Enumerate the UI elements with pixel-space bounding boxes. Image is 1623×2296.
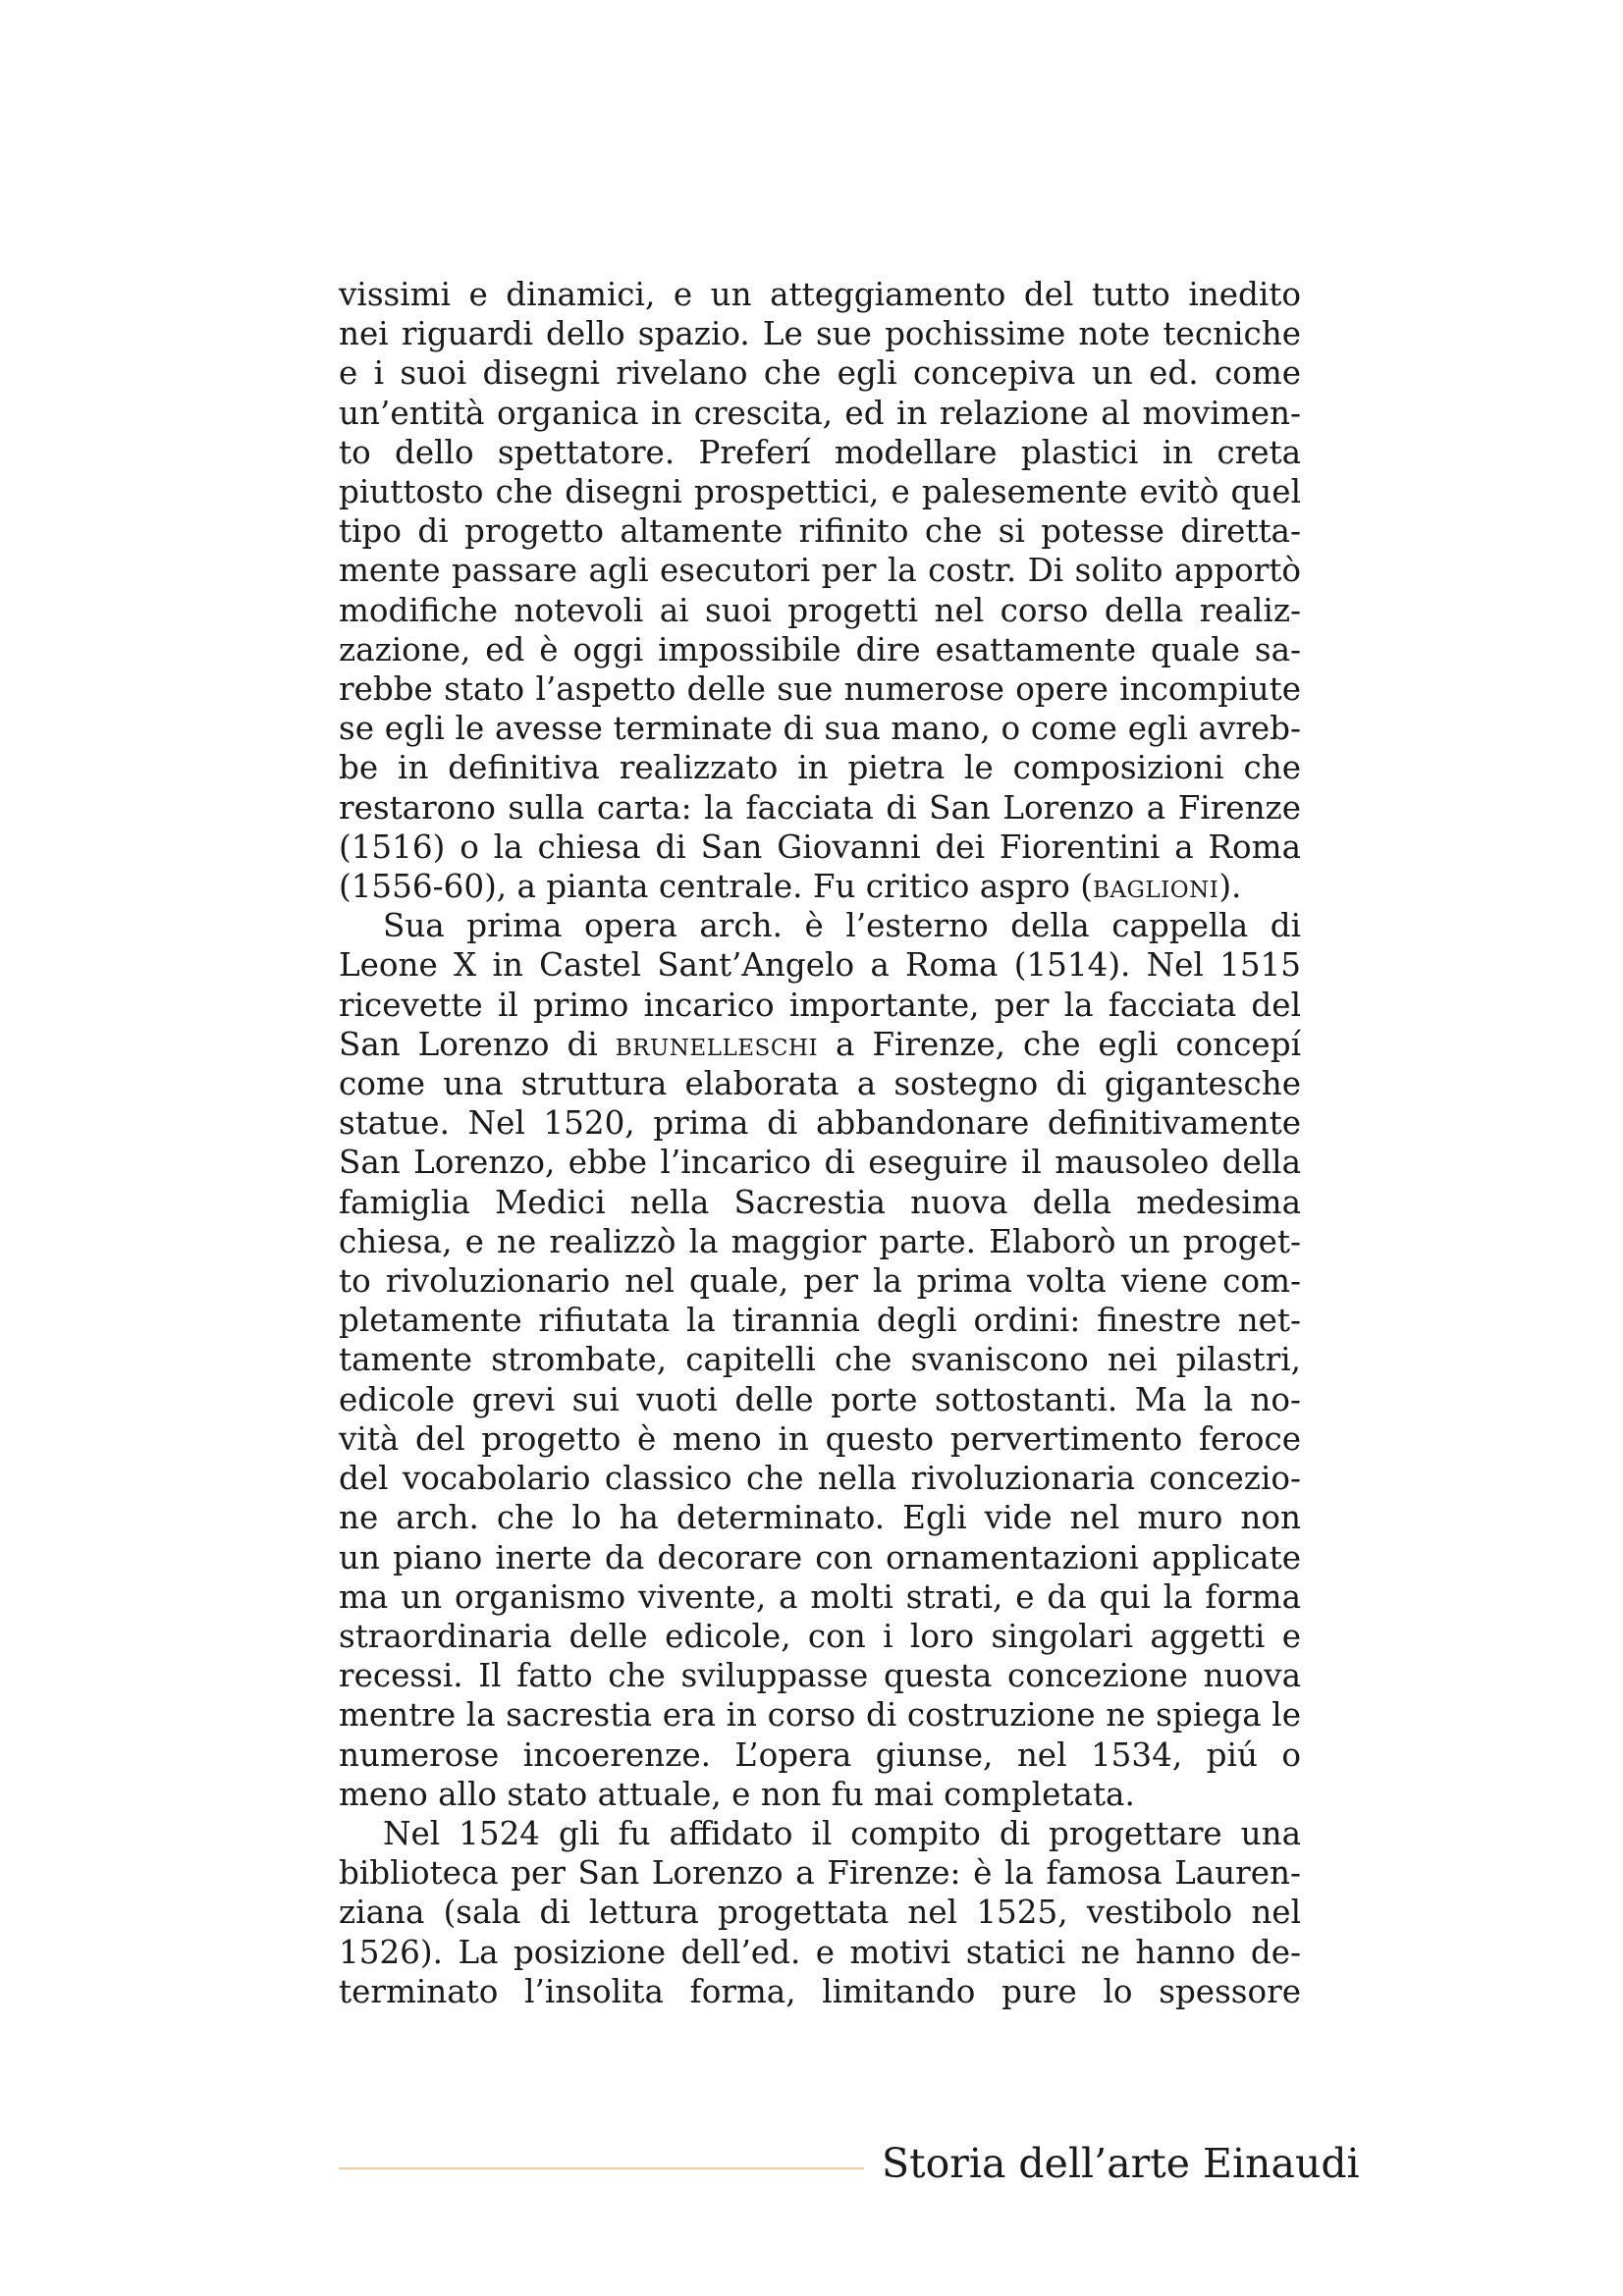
text-line: se egli le avesse terminate di sua mano, o come egli avreb- xyxy=(339,710,1301,748)
text-line: un piano inerte da decorare con ornamentazioni applicate xyxy=(339,1538,1301,1576)
text-line: Leone X in Castel Sant’Angelo a Roma (1514). Nel 1515 xyxy=(339,946,1301,985)
text-fragment: ). xyxy=(1218,868,1242,906)
text-line: be in definitiva realizzato in pietra le composizioni che xyxy=(339,749,1301,787)
text-line: e i suoi disegni rivelano che egli concepiva un ed. come xyxy=(339,354,1301,393)
text-line xyxy=(339,1025,1301,1064)
text-line: un’entità organica in crescita, ed in relazione al movimen- xyxy=(339,394,1301,432)
text-line: ma un organismo vivente, a molti strati, e da qui la forma xyxy=(339,1577,1301,1616)
text-line: edicole grevi sui vuoti delle porte sottostanti. Ma la no- xyxy=(339,1380,1301,1418)
text-line: statue. Nel 1520, prima di abbandonare definitivamente xyxy=(339,1104,1301,1143)
text-line: restarono sulla carta: la facciata di San Lorenzo a Firenze xyxy=(339,788,1301,827)
text-line: tamente strombate, capitelli che svaniscono nei pilastri, xyxy=(339,1341,1301,1379)
text-line: piuttosto che disegni prospettici, e palesemente evitò quel xyxy=(339,473,1301,511)
text-line: vissimi e dinamici, e un atteggiamento del tutto inedito xyxy=(339,276,1301,313)
text-line: numerose incoerenze. L’opera giunse, nel 1534, piú o xyxy=(339,1735,1301,1774)
text-line: ziana (sala di lettura progettata nel 1525, vestibolo nel xyxy=(339,1894,1301,1932)
text-line: San Lorenzo, ebbe l’incarico di eseguire il mausoleo della xyxy=(339,1144,1301,1182)
text-line: to dello spettatore. Preferí modellare plastici in creta xyxy=(339,433,1301,471)
text-line: Nel 1524 gli fu affidato il compito di progettare una xyxy=(383,1814,1301,1852)
text-line: terminato l’insolita forma, limitando pure lo spessore xyxy=(339,1972,1301,2010)
text-line: biblioteca per San Lorenzo a Firenze: è la famosa Lauren- xyxy=(339,1854,1301,1893)
text-line: zazione, ed è oggi impossibile dire esattamente quale sa- xyxy=(339,630,1301,668)
footer-publication-title: Storia dell’arte Einaudi xyxy=(882,2140,1360,2187)
text-line: mentre la sacrestia era in corso di costruzione ne spiega le xyxy=(339,1696,1301,1735)
cross-reference-link[interactable]: brunelleschi xyxy=(615,1025,819,1063)
text-line: straordinaria delle edicole, con i loro singolari aggetti e xyxy=(339,1617,1301,1655)
text-line xyxy=(339,867,1301,906)
cross-reference-link[interactable]: baglioni xyxy=(1093,868,1219,906)
text-line: nei riguardi dello spazio. Le sue pochissime note tecniche xyxy=(339,315,1301,353)
text-line: Sua prima opera arch. è l’esterno della cappella di xyxy=(383,907,1301,945)
text-line: recessi. Il fatto che sviluppasse questa concezione nuova xyxy=(339,1657,1301,1695)
footer-divider xyxy=(339,2167,864,2169)
text-line: del vocabolario classico che nella rivoluzionaria concezio- xyxy=(339,1460,1301,1498)
text-line: modifiche notevoli ai suoi progetti nel corso della realiz- xyxy=(339,591,1301,629)
text-line: famiglia Medici nella Sacrestia nuova della medesima xyxy=(339,1183,1301,1221)
text-line: come una struttura elaborata a sostegno di gigantesche xyxy=(339,1065,1301,1103)
text-line: vità del progetto è meno in questo pervertimento feroce xyxy=(339,1419,1301,1458)
text-line: rebbe stato l’aspetto delle sue numerose opere incompiute xyxy=(339,670,1301,709)
text-line: ricevette il primo incarico importante, per la facciata del xyxy=(339,986,1301,1024)
text-line: chiesa, e ne realizzò la maggior parte. Elaborò un proget- xyxy=(339,1222,1301,1260)
text-line: (1516) o la chiesa di San Giovanni dei Fiorentini a Roma xyxy=(339,828,1301,866)
text-fragment: a Firenze, che egli concepí xyxy=(818,1025,1301,1063)
text-line: pletamente rifiutata la tirannia degli ordini: finestre net- xyxy=(339,1302,1301,1340)
text-fragment: (1556-60), a pianta centrale. Fu critico aspro ( xyxy=(339,868,1093,906)
text-line: ne arch. che lo ha determinato. Egli vide nel muro non xyxy=(339,1499,1301,1537)
text-line: 1526). La posizione dell’ed. e motivi statici ne hanno de- xyxy=(339,1933,1301,1971)
text-fragment: San Lorenzo di xyxy=(339,1025,616,1063)
text-line: meno allo stato attuale, e non fu mai completata. xyxy=(339,1775,1135,1813)
text-line: mente passare agli esecutori per la costr. Di solito apportò xyxy=(339,552,1301,590)
body-text xyxy=(339,275,1301,2011)
text-line: to rivoluzionario nel quale, per la prima volta viene com- xyxy=(339,1262,1301,1301)
text-line: tipo di progetto altamente rifinito che si potesse diretta- xyxy=(339,512,1301,551)
